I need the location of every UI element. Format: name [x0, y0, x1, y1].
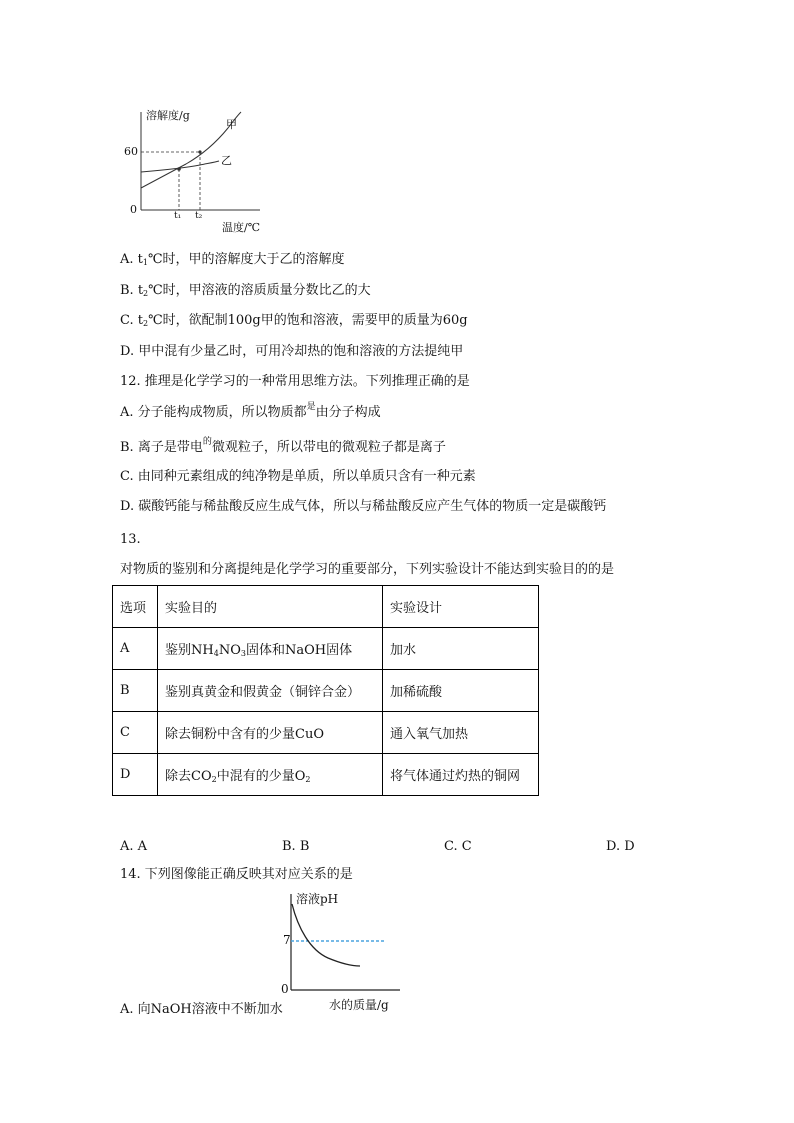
table-header-row	[113, 586, 539, 628]
q11-option-b: B. $t_2℃$时，甲溶液的溶质质量分数比乙的大	[120, 283, 371, 298]
table-cell-option: B	[113, 670, 158, 712]
q11-option-c: C. $t_2℃$时，欲配制100g甲的饱和溶液，需要甲的质量为60g	[120, 313, 468, 328]
table-cell-design: 将气体通过灼热的铜网	[383, 754, 539, 796]
ph-graph-xlabel: 水的质量/g	[329, 998, 389, 1012]
q11-option-d: D. 甲中混有少量乙时，可用冷却热的饱和溶液的方法提纯甲	[120, 344, 464, 359]
table-header-cell: 选项	[113, 586, 158, 628]
graph-ylabel: 溶解度/g	[146, 109, 190, 122]
q12-option-b: B. 离子是带电$^的$微观粒子，所以带电的微观粒子都是离子	[120, 437, 446, 455]
graph-label-jia: 甲	[226, 118, 237, 131]
table-row	[113, 754, 539, 796]
ph-graph-tick-7: 7	[283, 933, 291, 947]
table-cell-goal: 除去铜粉中含有的少量CuO	[158, 712, 383, 754]
q13-number: 13.	[120, 532, 141, 547]
graph-t1: t₁	[174, 211, 182, 221]
q14-stem: 14. 下列图像能正确反映其对应关系的是	[120, 867, 353, 882]
q14-option-a: A. 向NaOH溶液中不断加水	[120, 1002, 283, 1017]
table-cell-design: 加稀硫酸	[383, 670, 539, 712]
q12-option-a: A. 分子能构成物质，所以物质都$^是$由分子构成	[120, 402, 381, 420]
table-cell-option: D	[113, 754, 158, 796]
q12-option-d: D. 碳酸钙能与稀盐酸反应生成气体，所以与稀盐酸反应产生气体的物质一定是碳酸钙	[120, 499, 607, 514]
q13-stem: 对物质的鉴别和分离提纯是化学学习的重要部分，下列实验设计不能达到实验目的的是	[120, 562, 615, 577]
ph-graph-ylabel: 溶液pH	[296, 892, 339, 906]
table-cell-design: 通入氧气加热	[383, 712, 539, 754]
q13-answer-a: A. A	[120, 839, 148, 854]
table-row	[113, 670, 539, 712]
q12-option-c: C. 由同种元素组成的纯净物是单质，所以单质只含有一种元素	[120, 469, 476, 484]
table-header-cell: 实验设计	[383, 586, 539, 628]
table-cell-option: A	[113, 628, 158, 670]
table-row	[113, 712, 539, 754]
graph-label-yi: 乙	[221, 154, 232, 167]
q13-answer-b: B. B	[282, 839, 310, 854]
ph-curve	[292, 904, 360, 966]
table-cell-goal: 鉴别$NH_4NO_3$固体和NaOH固体	[158, 628, 383, 670]
table-row	[113, 628, 539, 670]
graph-tick-60: 60	[124, 145, 138, 158]
q12-stem: 12. 推理是化学学习的一种常用思维方法。下列推理正确的是	[120, 374, 470, 389]
graph-xlabel: 温度/℃	[222, 221, 261, 234]
q13-answer-d: D. D	[606, 839, 635, 854]
q13-answer-c: C. C	[444, 839, 472, 854]
graph-origin: 0	[130, 203, 137, 216]
experiment-table	[112, 585, 539, 796]
q11-option-a: A. $t_1℃$时，甲的溶解度大于乙的溶解度	[120, 252, 345, 267]
table-cell-goal: 鉴别真黄金和假黄金（铜锌合金）	[158, 670, 383, 712]
graph-t2: t₂	[195, 211, 203, 221]
table-cell-option: C	[113, 712, 158, 754]
table-cell-design: 加水	[383, 628, 539, 670]
ph-graph-origin: 0	[281, 982, 289, 996]
table-cell-goal: 除去$CO_2$中混有的少量$O_2$	[158, 754, 383, 796]
table-header-cell: 实验目的	[158, 586, 383, 628]
